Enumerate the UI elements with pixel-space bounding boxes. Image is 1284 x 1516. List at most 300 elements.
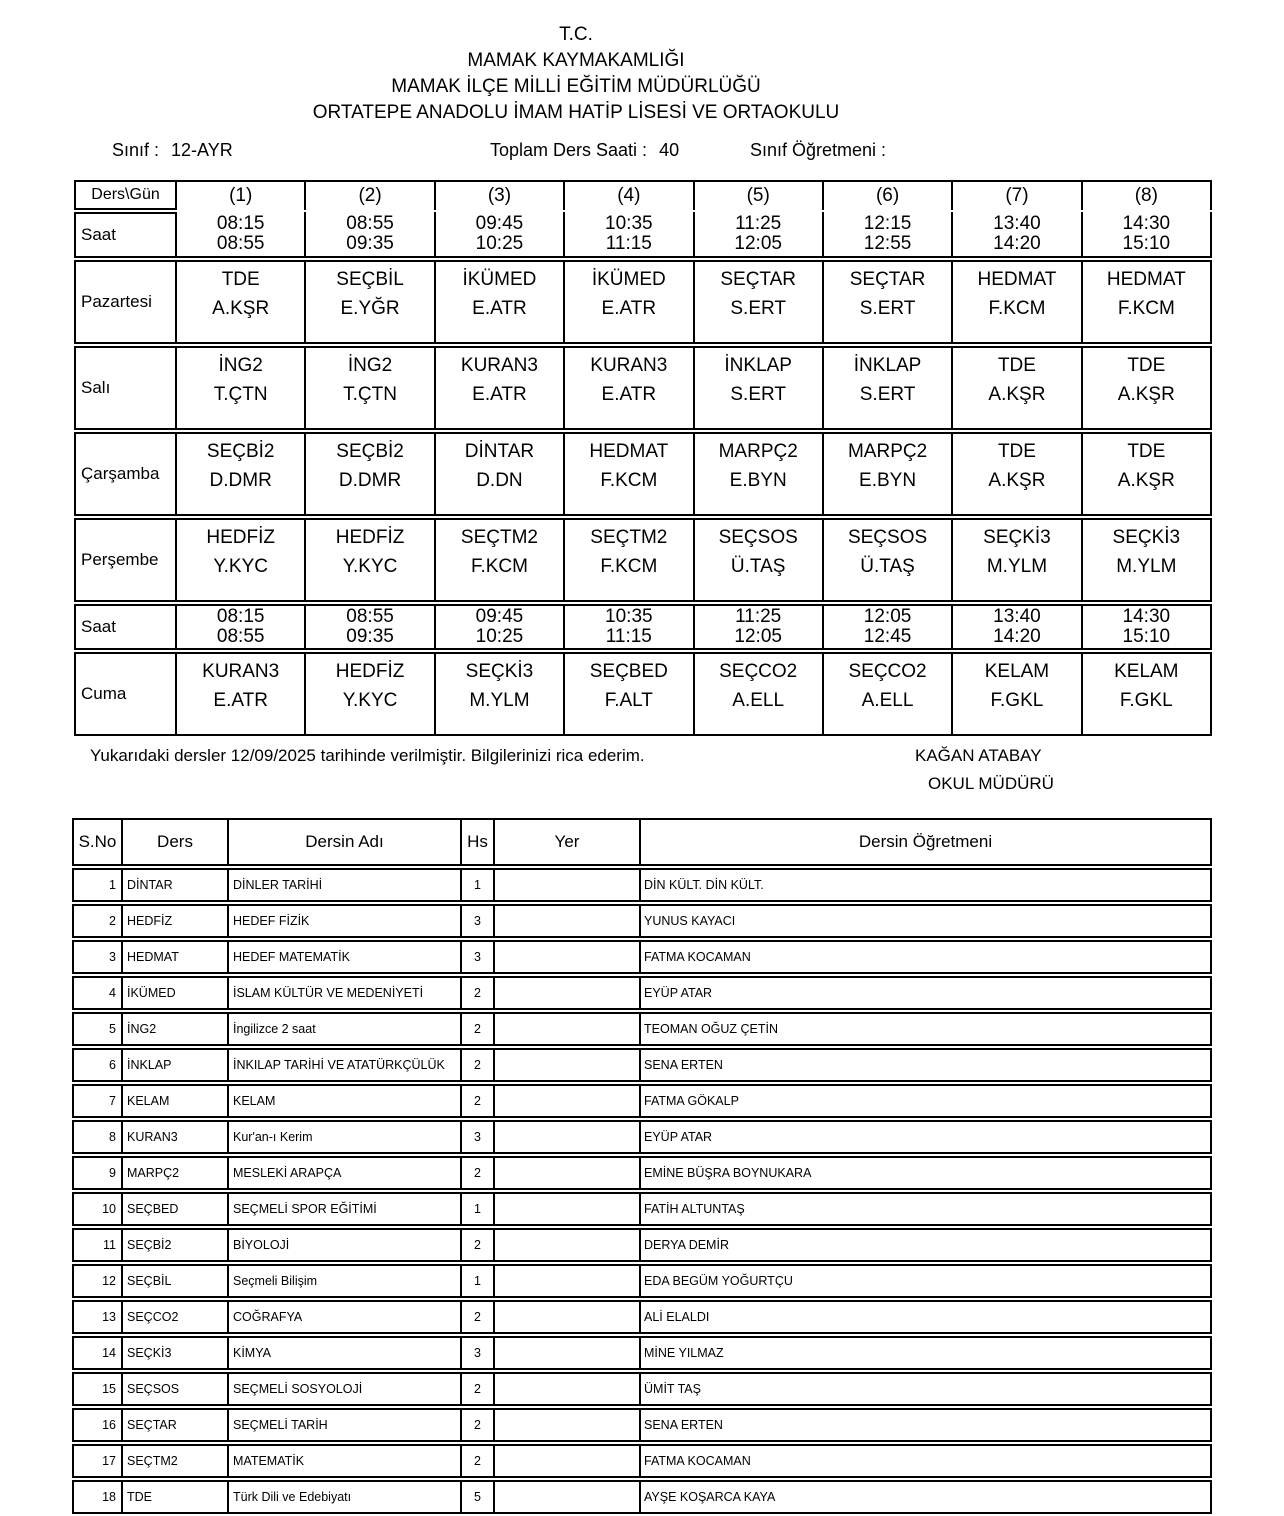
course-row bbox=[72, 1480, 1212, 1514]
course-hours: 3 bbox=[462, 1120, 495, 1154]
course-row bbox=[72, 1372, 1212, 1406]
lesson-cell bbox=[953, 652, 1082, 736]
course-code: SEÇSOS bbox=[123, 1372, 229, 1406]
course-code: SEÇTM2 bbox=[123, 1444, 229, 1478]
time-start: 14:30 bbox=[1122, 606, 1171, 627]
course-teacher: TEOMAN OĞUZ ÇETİN bbox=[641, 1012, 1212, 1046]
course-row bbox=[72, 1192, 1212, 1226]
lesson-code: İNKLAP bbox=[853, 355, 922, 376]
course-teacher: EYÜP ATAR bbox=[641, 976, 1212, 1010]
course-room bbox=[495, 1336, 641, 1370]
lesson-code: SEÇBED bbox=[589, 661, 668, 682]
time-cell bbox=[177, 604, 306, 650]
time-cell bbox=[565, 604, 694, 650]
course-name: İSLAM KÜLTÜR VE MEDENİYETİ bbox=[229, 976, 462, 1010]
header-yer: Yer bbox=[495, 818, 641, 866]
time-cell bbox=[306, 212, 435, 258]
course-room bbox=[495, 1192, 641, 1226]
day-label: Cuma bbox=[74, 652, 177, 736]
lesson-teacher: T.ÇTN bbox=[213, 384, 268, 405]
course-table-header-row bbox=[72, 818, 1212, 866]
course-no: 1 bbox=[72, 868, 123, 902]
lesson-code: MARPÇ2 bbox=[718, 441, 798, 462]
course-teacher: SENA ERTEN bbox=[641, 1048, 1212, 1082]
course-teacher: ALİ ELALDI bbox=[641, 1300, 1212, 1334]
course-name: BİYOLOJİ bbox=[229, 1228, 462, 1262]
lesson-code: KURAN3 bbox=[202, 661, 280, 682]
lesson-cell bbox=[436, 518, 565, 602]
class-value: 12-AYR bbox=[171, 140, 233, 160]
time-cell bbox=[695, 604, 824, 650]
time-start: 10:35 bbox=[605, 606, 653, 627]
lesson-cell bbox=[436, 652, 565, 736]
course-no: 2 bbox=[72, 904, 123, 938]
period-header: (3) bbox=[436, 180, 565, 210]
lesson-cell bbox=[953, 432, 1082, 516]
lesson-teacher: F.KCM bbox=[600, 470, 658, 491]
time-start: 08:15 bbox=[216, 606, 265, 627]
lesson-cell bbox=[436, 346, 565, 430]
header-ders: Ders bbox=[123, 818, 229, 866]
course-teacher: MİNE YILMAZ bbox=[641, 1336, 1212, 1370]
lesson-code: HEDFİZ bbox=[335, 527, 405, 548]
total-hours-value: 40 bbox=[659, 140, 680, 160]
time-end: 10:25 bbox=[475, 626, 524, 647]
course-code: HEDMAT bbox=[123, 940, 229, 974]
lesson-cell bbox=[695, 518, 824, 602]
period-header: (1) bbox=[177, 180, 306, 210]
info-bar bbox=[70, 140, 1214, 166]
course-code: KURAN3 bbox=[123, 1120, 229, 1154]
lesson-teacher: A.ELL bbox=[732, 690, 785, 711]
timetable-day-row bbox=[74, 432, 1212, 516]
lesson-cell bbox=[306, 346, 435, 430]
course-code: KELAM bbox=[123, 1084, 229, 1118]
day-label: Salı bbox=[74, 346, 177, 430]
time-end: 11:15 bbox=[605, 626, 652, 647]
lesson-teacher: S.ERT bbox=[859, 298, 916, 319]
lesson-cell bbox=[177, 260, 306, 344]
lesson-teacher: E.ATR bbox=[213, 690, 268, 711]
lesson-cell bbox=[1083, 432, 1212, 516]
course-teacher: EMİNE BÜŞRA BOYNUKARA bbox=[641, 1156, 1212, 1190]
lesson-cell bbox=[306, 518, 435, 602]
lesson-teacher: Y.KYC bbox=[342, 690, 398, 711]
course-room bbox=[495, 1012, 641, 1046]
course-name: DİNLER TARİHİ bbox=[229, 868, 462, 902]
day-label: Pazartesi bbox=[74, 260, 177, 344]
course-hours: 2 bbox=[462, 1408, 495, 1442]
period-header: (6) bbox=[824, 180, 953, 210]
course-row bbox=[72, 1228, 1212, 1262]
timetable-day-row bbox=[74, 518, 1212, 602]
course-table bbox=[72, 816, 1212, 1516]
course-teacher: AYŞE KOŞARCA KAYA bbox=[641, 1480, 1212, 1514]
course-code: İKÜMED bbox=[123, 976, 229, 1010]
course-no: 12 bbox=[72, 1264, 123, 1298]
lesson-code: KELAM bbox=[984, 661, 1050, 682]
lesson-cell bbox=[953, 346, 1082, 430]
lesson-teacher: M.YLM bbox=[986, 556, 1048, 577]
lesson-teacher: E.ATR bbox=[472, 384, 527, 405]
course-row bbox=[72, 868, 1212, 902]
course-name: Türk Dili ve Edebiyatı bbox=[229, 1480, 462, 1514]
timetable-period-row bbox=[74, 180, 1212, 210]
lesson-code: KURAN3 bbox=[460, 355, 538, 376]
time-start: 11:25 bbox=[735, 606, 782, 627]
course-code: İNKLAP bbox=[123, 1048, 229, 1082]
lesson-cell bbox=[306, 432, 435, 516]
lesson-teacher: F.KCM bbox=[600, 556, 658, 577]
course-hours: 1 bbox=[462, 1264, 495, 1298]
lesson-teacher: D.DMR bbox=[209, 470, 272, 491]
course-code: TDE bbox=[123, 1480, 229, 1514]
course-no: 6 bbox=[72, 1048, 123, 1082]
doc-title-mudurluk: MAMAK İLÇE MİLLİ EĞİTİM MÜDÜRLÜĞÜ bbox=[391, 76, 761, 97]
lesson-cell bbox=[695, 260, 824, 344]
course-room bbox=[495, 1048, 641, 1082]
lesson-cell bbox=[1083, 518, 1212, 602]
course-code: İNG2 bbox=[123, 1012, 229, 1046]
doc-title-okul: ORTATEPE ANADOLU İMAM HATİP LİSESİ VE ORTAOKULU bbox=[312, 102, 840, 123]
lesson-cell bbox=[565, 432, 694, 516]
lesson-code: TDE bbox=[1127, 355, 1166, 376]
time-cell bbox=[1083, 212, 1212, 258]
course-row bbox=[72, 1048, 1212, 1082]
lesson-cell bbox=[695, 346, 824, 430]
time-end: 15:10 bbox=[1122, 626, 1171, 647]
course-name: KELAM bbox=[229, 1084, 462, 1118]
course-code: SEÇCO2 bbox=[123, 1300, 229, 1334]
lesson-teacher: F.GKL bbox=[1119, 690, 1173, 711]
lesson-teacher: A.KŞR bbox=[988, 470, 1046, 491]
time-cell bbox=[824, 212, 953, 258]
course-no: 7 bbox=[72, 1084, 123, 1118]
lesson-teacher: E.BYN bbox=[729, 470, 787, 491]
time-end: 12:05 bbox=[734, 233, 782, 254]
note-text: Yukarıdaki dersler 12/09/2025 tarihinde verilmiştir. Bilgilerinizi rica ederim. bbox=[90, 746, 645, 765]
course-room bbox=[495, 1084, 641, 1118]
course-row bbox=[72, 1156, 1212, 1190]
course-hours: 1 bbox=[462, 868, 495, 902]
lesson-cell bbox=[565, 652, 694, 736]
doc-title-kaymakamlik: MAMAK KAYMAKAMLIĞI bbox=[467, 50, 685, 71]
timetable-corner-cell: Ders\Gün bbox=[74, 180, 177, 210]
day-label: Perşembe bbox=[74, 518, 177, 602]
lesson-cell bbox=[953, 518, 1082, 602]
course-hours: 2 bbox=[462, 1156, 495, 1190]
course-room bbox=[495, 940, 641, 974]
course-teacher: FATMA KOCAMAN bbox=[641, 1444, 1212, 1478]
course-no: 10 bbox=[72, 1192, 123, 1226]
lesson-teacher: S.ERT bbox=[859, 384, 916, 405]
course-teacher: FATMA KOCAMAN bbox=[641, 940, 1212, 974]
time-cell bbox=[824, 604, 953, 650]
course-code: DİNTAR bbox=[123, 868, 229, 902]
time-cell bbox=[177, 212, 306, 258]
course-teacher: DERYA DEMİR bbox=[641, 1228, 1212, 1262]
lesson-teacher: A.KŞR bbox=[1117, 470, 1175, 491]
time-start: 13:40 bbox=[993, 606, 1041, 627]
lesson-code: HEDFİZ bbox=[206, 527, 275, 548]
time-end: 12:45 bbox=[863, 626, 912, 647]
course-row bbox=[72, 1336, 1212, 1370]
lesson-cell bbox=[565, 260, 694, 344]
lesson-code: KELAM bbox=[1114, 661, 1179, 682]
course-name: HEDEF MATEMATİK bbox=[229, 940, 462, 974]
course-room bbox=[495, 1444, 641, 1478]
lesson-code: SEÇCO2 bbox=[719, 661, 798, 682]
lesson-code: TDE bbox=[1127, 441, 1166, 462]
lesson-teacher: F.ALT bbox=[604, 690, 653, 711]
course-teacher: FATMA GÖKALP bbox=[641, 1084, 1212, 1118]
course-row bbox=[72, 976, 1212, 1010]
time-start: 14:30 bbox=[1122, 213, 1171, 234]
course-no: 5 bbox=[72, 1012, 123, 1046]
course-no: 8 bbox=[72, 1120, 123, 1154]
course-name: MATEMATİK bbox=[229, 1444, 462, 1478]
course-teacher: EYÜP ATAR bbox=[641, 1120, 1212, 1154]
period-header: (2) bbox=[306, 180, 435, 210]
lesson-cell bbox=[1083, 260, 1212, 344]
course-no: 4 bbox=[72, 976, 123, 1010]
lesson-code: TDE bbox=[221, 269, 260, 290]
time-start: 08:55 bbox=[346, 606, 394, 627]
lesson-cell bbox=[824, 346, 953, 430]
lesson-teacher: T.ÇTN bbox=[343, 384, 397, 405]
lesson-teacher: F.KCM bbox=[470, 556, 528, 577]
header-dersin-ogretmeni: Dersin Öğretmeni bbox=[641, 818, 1212, 866]
header-dersin-adi: Dersin Adı bbox=[229, 818, 462, 866]
lesson-teacher: A.KŞR bbox=[212, 298, 270, 319]
time-end: 08:55 bbox=[216, 233, 265, 254]
lesson-code: TDE bbox=[997, 355, 1036, 376]
signer-title: OKUL MÜDÜRÜ bbox=[928, 774, 1054, 793]
lesson-cell bbox=[1083, 652, 1212, 736]
lesson-teacher: Y.KYC bbox=[342, 556, 398, 577]
lesson-teacher: E.BYN bbox=[859, 470, 917, 491]
course-hours: 2 bbox=[462, 1444, 495, 1478]
course-row bbox=[72, 1012, 1212, 1046]
course-code: SEÇBİL bbox=[123, 1264, 229, 1298]
lesson-code: HEDMAT bbox=[1106, 269, 1186, 290]
time-end: 14:20 bbox=[993, 626, 1041, 647]
lesson-code: SEÇSOS bbox=[718, 527, 798, 548]
course-hours: 2 bbox=[462, 976, 495, 1010]
timetable-saat-row-2 bbox=[74, 604, 1212, 650]
signer-name: KAĞAN ATABAY bbox=[915, 746, 1042, 765]
course-teacher: FATİH ALTUNTAŞ bbox=[641, 1192, 1212, 1226]
course-row bbox=[72, 1408, 1212, 1442]
course-room bbox=[495, 904, 641, 938]
course-hours: 5 bbox=[462, 1480, 495, 1514]
lesson-teacher: A.KŞR bbox=[1117, 384, 1175, 405]
course-name: İngilizce 2 saat bbox=[229, 1012, 462, 1046]
timetable-day-row bbox=[74, 652, 1212, 736]
time-end: 08:55 bbox=[216, 626, 265, 647]
lesson-teacher: D.DN bbox=[476, 470, 523, 491]
course-name: SEÇMELİ SOSYOLOJİ bbox=[229, 1372, 462, 1406]
course-hours: 2 bbox=[462, 1012, 495, 1046]
course-room bbox=[495, 976, 641, 1010]
lesson-code: HEDMAT bbox=[589, 441, 669, 462]
lesson-code: HEDMAT bbox=[977, 269, 1057, 290]
lesson-code: KURAN3 bbox=[590, 355, 668, 376]
time-cell bbox=[306, 604, 435, 650]
course-row bbox=[72, 940, 1212, 974]
course-hours: 2 bbox=[462, 1228, 495, 1262]
time-start: 08:55 bbox=[346, 213, 394, 234]
time-end: 09:35 bbox=[346, 233, 394, 254]
course-name: SEÇMELİ SPOR EĞİTİMİ bbox=[229, 1192, 462, 1226]
course-name: KİMYA bbox=[229, 1336, 462, 1370]
course-room bbox=[495, 1264, 641, 1298]
course-code: SEÇBED bbox=[123, 1192, 229, 1226]
period-header: (8) bbox=[1083, 180, 1212, 210]
lesson-teacher: Y.KYC bbox=[213, 556, 268, 577]
saat-label: Saat bbox=[74, 212, 177, 258]
time-start: 12:05 bbox=[863, 606, 912, 627]
lesson-cell bbox=[824, 432, 953, 516]
lesson-cell bbox=[695, 652, 824, 736]
course-hours: 3 bbox=[462, 940, 495, 974]
course-no: 18 bbox=[72, 1480, 123, 1514]
saat-label: Saat bbox=[74, 604, 177, 650]
course-row bbox=[72, 904, 1212, 938]
lesson-teacher: E.ATR bbox=[601, 298, 657, 319]
course-teacher: ÜMİT TAŞ bbox=[641, 1372, 1212, 1406]
lesson-cell bbox=[824, 260, 953, 344]
course-name: İNKILAP TARİHİ VE ATATÜRKÇÜLÜK bbox=[229, 1048, 462, 1082]
lesson-cell bbox=[177, 432, 306, 516]
course-code: MARPÇ2 bbox=[123, 1156, 229, 1190]
course-row bbox=[72, 1444, 1212, 1478]
day-label: Çarşamba bbox=[74, 432, 177, 516]
time-end: 15:10 bbox=[1122, 233, 1171, 254]
course-room bbox=[495, 1300, 641, 1334]
lesson-code: MARPÇ2 bbox=[847, 441, 928, 462]
course-hours: 3 bbox=[462, 1336, 495, 1370]
lesson-code: HEDFİZ bbox=[335, 661, 405, 682]
time-end: 14:20 bbox=[993, 233, 1041, 254]
course-hours: 2 bbox=[462, 1084, 495, 1118]
course-no: 11 bbox=[72, 1228, 123, 1262]
lesson-code: SEÇBİL bbox=[336, 269, 404, 290]
course-room bbox=[495, 1372, 641, 1406]
lesson-cell bbox=[436, 260, 565, 344]
lesson-cell bbox=[695, 432, 824, 516]
course-room bbox=[495, 1228, 641, 1262]
class-label: Sınıf : bbox=[112, 140, 160, 160]
time-end: 11:15 bbox=[605, 233, 652, 254]
course-hours: 2 bbox=[462, 1300, 495, 1334]
lesson-code: İNG2 bbox=[347, 355, 393, 376]
lesson-code: TDE bbox=[997, 441, 1036, 462]
time-cell bbox=[565, 212, 694, 258]
time-end: 09:35 bbox=[346, 626, 394, 647]
time-start: 12:15 bbox=[863, 213, 912, 234]
course-no: 14 bbox=[72, 1336, 123, 1370]
course-no: 13 bbox=[72, 1300, 123, 1334]
lesson-teacher: E.ATR bbox=[472, 298, 527, 319]
course-room bbox=[495, 1408, 641, 1442]
lesson-teacher: F.KCM bbox=[988, 298, 1046, 319]
lesson-teacher: M.YLM bbox=[1116, 556, 1177, 577]
lesson-code: İNG2 bbox=[218, 355, 263, 376]
course-room bbox=[495, 1480, 641, 1514]
time-end: 10:25 bbox=[475, 233, 524, 254]
course-room bbox=[495, 1156, 641, 1190]
lesson-cell bbox=[953, 260, 1082, 344]
lesson-cell bbox=[1083, 346, 1212, 430]
class-teacher-label: Sınıf Öğretmeni : bbox=[750, 140, 887, 160]
lesson-code: SEÇKİ3 bbox=[983, 527, 1051, 548]
lesson-code: SEÇTAR bbox=[849, 269, 926, 290]
lesson-code: SEÇBİ2 bbox=[206, 441, 275, 462]
course-name: SEÇMELİ TARİH bbox=[229, 1408, 462, 1442]
lesson-teacher: A.ELL bbox=[861, 690, 914, 711]
header-hs: Hs bbox=[462, 818, 495, 866]
header-sno: S.No bbox=[72, 818, 123, 866]
lesson-teacher: E.ATR bbox=[601, 384, 657, 405]
timetable-day-row bbox=[74, 346, 1212, 430]
lesson-teacher: S.ERT bbox=[730, 298, 786, 319]
timetable-day-row bbox=[74, 260, 1212, 344]
course-room bbox=[495, 1120, 641, 1154]
lesson-code: SEÇSOS bbox=[847, 527, 928, 548]
lesson-teacher: D.DMR bbox=[338, 470, 402, 491]
course-row bbox=[72, 1300, 1212, 1334]
course-teacher: SENA ERTEN bbox=[641, 1408, 1212, 1442]
course-no: 16 bbox=[72, 1408, 123, 1442]
lesson-code: İNKLAP bbox=[724, 355, 792, 376]
period-header: (7) bbox=[953, 180, 1082, 210]
course-hours: 2 bbox=[462, 1372, 495, 1406]
lesson-code: SEÇBİ2 bbox=[336, 441, 404, 462]
course-code: SEÇTAR bbox=[123, 1408, 229, 1442]
doc-header bbox=[70, 22, 1082, 126]
time-start: 09:45 bbox=[475, 213, 524, 234]
doc-title-tc: T.C. bbox=[559, 24, 593, 45]
lesson-code: SEÇTM2 bbox=[590, 527, 668, 548]
course-hours: 3 bbox=[462, 904, 495, 938]
time-cell bbox=[1083, 604, 1212, 650]
lesson-cell bbox=[824, 652, 953, 736]
course-teacher: EDA BEGÜM YOĞURTÇU bbox=[641, 1264, 1212, 1298]
course-code: SEÇBİ2 bbox=[123, 1228, 229, 1262]
course-no: 3 bbox=[72, 940, 123, 974]
lesson-teacher: F.KCM bbox=[1117, 298, 1175, 319]
course-name: Kur'an-ı Kerim bbox=[229, 1120, 462, 1154]
timetable bbox=[74, 178, 1212, 738]
time-start: 09:45 bbox=[475, 606, 524, 627]
time-cell bbox=[436, 604, 565, 650]
course-no: 15 bbox=[72, 1372, 123, 1406]
lesson-code: İKÜMED bbox=[462, 269, 537, 290]
lesson-cell bbox=[177, 518, 306, 602]
lesson-cell bbox=[306, 652, 435, 736]
course-row bbox=[72, 1120, 1212, 1154]
time-end: 12:05 bbox=[734, 626, 782, 647]
course-name: HEDEF FİZİK bbox=[229, 904, 462, 938]
lesson-cell bbox=[436, 432, 565, 516]
course-row bbox=[72, 1084, 1212, 1118]
lesson-code: DİNTAR bbox=[464, 441, 535, 462]
course-name: Seçmeli Bilişim bbox=[229, 1264, 462, 1298]
time-cell bbox=[953, 212, 1082, 258]
lesson-code: İKÜMED bbox=[591, 269, 666, 290]
lesson-teacher: F.GKL bbox=[990, 690, 1044, 711]
